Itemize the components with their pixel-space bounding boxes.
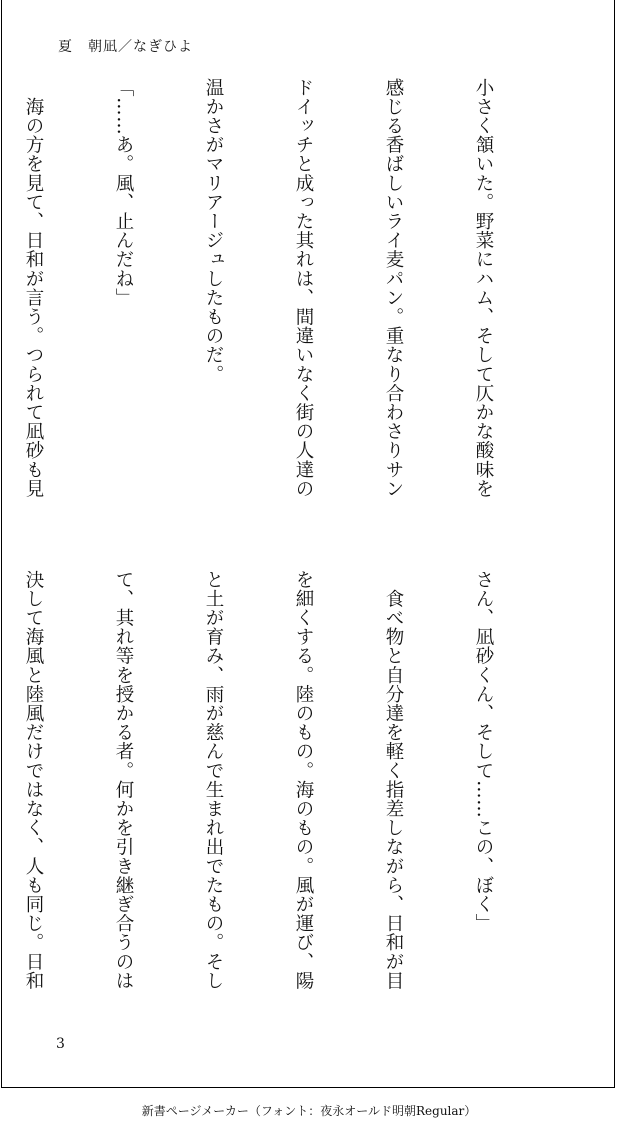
text-column: 小さく頷いた。野菜にハム、そして仄かな酸味を <box>473 78 494 499</box>
text-column: と土が育み、雨が慈んで生まれ出でたもの。そし <box>203 570 224 991</box>
text-column: 食べ物と自分達を軽く指差しながら、日和が目 <box>383 570 404 991</box>
book-page <box>1 0 615 1088</box>
text-block-bottom <box>0 570 558 1020</box>
page-header-title: 夏 朝凪／なぎひよ <box>58 39 193 55</box>
text-block-top <box>0 78 558 528</box>
text-column: 海の方を見て、日和が言う。つられて凪砂も見 <box>23 78 44 499</box>
page-number: 3 <box>56 1036 65 1052</box>
text-column: 決して海風と陸風だけではなく、人も同じ。日和 <box>23 570 44 991</box>
text-column: 温かさがマリアージュしたものだ。 <box>203 78 224 384</box>
text-column: を細くする。陸のもの。海のもの。風が運び、陽 <box>293 570 314 991</box>
text-column: 感じる香ばしいライ麦パン。重なり合わさりサン <box>383 78 404 499</box>
text-column: 「……あ。風、止んだね」 <box>113 78 134 308</box>
text-column: さん、凪砂くん、そして……この、ぼく」 <box>473 570 494 933</box>
text-column: ドイッチと成った其れは、間違いなく街の人達の <box>293 78 314 499</box>
text-column: て、其れ等を授かる者。何かを引き継ぎ合うのは <box>113 570 134 991</box>
footer-credit: 新書ページメーカー（フォント：夜永オールド明朝Regular） <box>141 1104 477 1118</box>
